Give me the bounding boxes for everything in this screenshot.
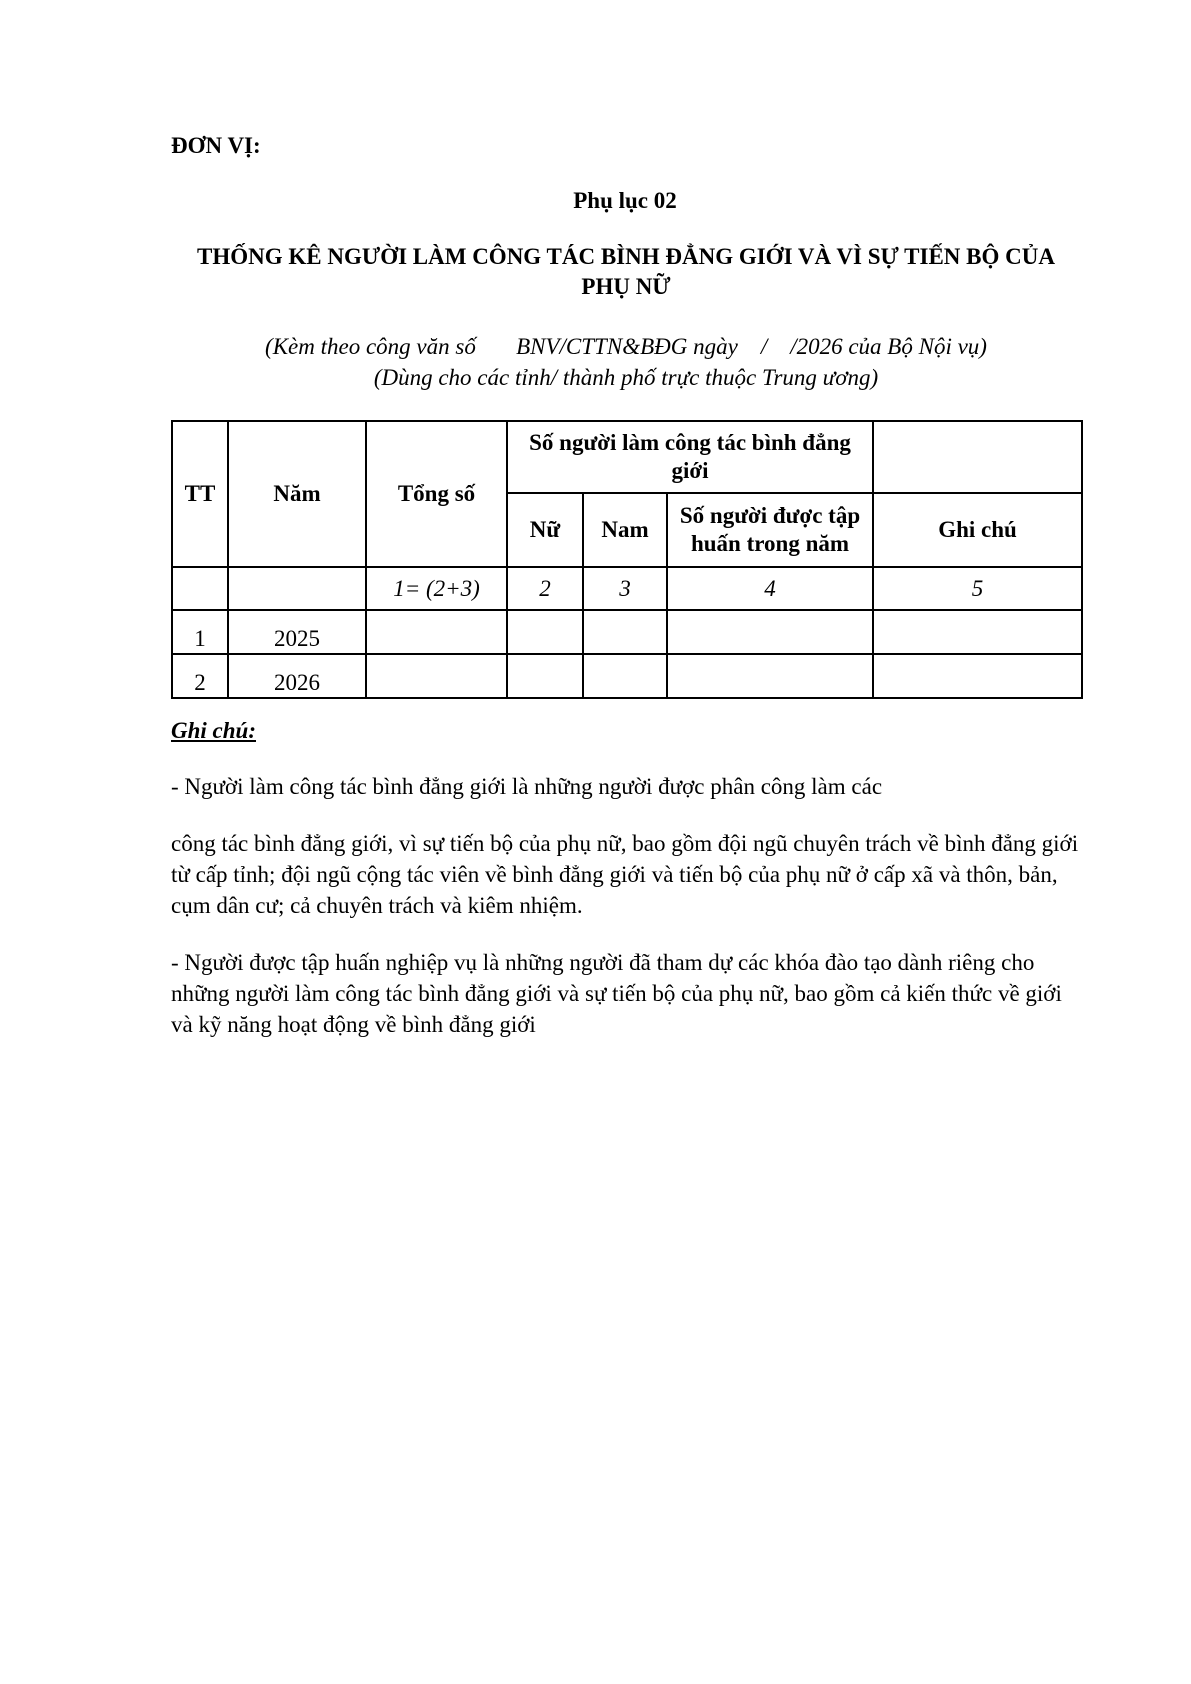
notes-section	[171, 715, 1081, 1066]
subtitle-part-2: BNV/CTTN&BĐG ngày	[516, 334, 738, 359]
row-trained-cell	[667, 654, 873, 698]
row-note-cell	[873, 610, 1082, 654]
row-tt: 1	[172, 610, 228, 654]
document-title: THỐNG KÊ NGƯỜI LÀM CÔNG TÁC BÌNH ĐẲNG GIỚI VÀ VÌ SỰ TIẾN BỘ CỦA PHỤ NỮ	[197, 244, 1055, 299]
index-cell: 2	[507, 567, 583, 610]
header-male: Nam	[583, 493, 667, 567]
note-paragraph-3: - Người được tập huấn nghiệp vụ là những người đã tham dự các khóa đào tạo dành riêng cho những người làm công tác bình đẳng giới và sự tiến bộ của phụ nữ, bao gồm cả kiến thức về giới và kỹ năng hoạt động về bình đẳng giới	[171, 950, 1062, 1037]
index-cell	[172, 567, 228, 610]
subtitle-part-3: /	[760, 334, 768, 359]
header-total: Tổng số	[366, 421, 507, 567]
header-year: Năm	[228, 421, 366, 567]
document-subtitle	[171, 331, 1081, 393]
table-row	[172, 610, 1082, 654]
notes-heading: Ghi chú:	[171, 718, 256, 743]
row-male-cell	[583, 654, 667, 698]
subtitle-part-4: /2026 của Bộ Nội vụ)	[790, 334, 987, 359]
row-tt: 2	[172, 654, 228, 698]
index-cell: 5	[873, 567, 1082, 610]
row-total-cell	[366, 654, 507, 698]
index-cell: 1= (2+3)	[366, 567, 507, 610]
header-group: Số người làm công tác bình đẳng giới	[507, 421, 873, 493]
subtitle-line-2: (Dùng cho các tỉnh/ thành phố trực thuộc Trung ương)	[373, 365, 879, 390]
table-index-row	[172, 567, 1082, 610]
row-total-cell	[366, 610, 507, 654]
row-year: 2025	[228, 610, 366, 654]
subtitle-part-1: (Kèm theo công văn số	[265, 334, 476, 359]
note-paragraph-1: - Người làm công tác bình đẳng giới là những người được phân công làm các	[171, 774, 883, 799]
note-paragraph-2: công tác bình đẳng giới, vì sự tiến bộ của phụ nữ, bao gồm đội ngũ chuyên trách về bình đẳng giới từ cấp tỉnh; đội ngũ cộng tác viên về bình đẳng giới và tiến bộ của phụ nữ ở cấp xã và thôn, bản, cụm dân cư; cả chuyên trách và kiêm nhiệm.	[171, 831, 1079, 918]
subtitle-line-1	[171, 331, 1081, 362]
header-tt: TT	[172, 421, 228, 567]
index-cell	[228, 567, 366, 610]
row-trained-cell	[667, 610, 873, 654]
unit-label: ĐƠN VỊ:	[171, 133, 261, 158]
index-cell: 4	[667, 567, 873, 610]
row-female-cell	[507, 610, 583, 654]
row-male-cell	[583, 610, 667, 654]
header-empty-cell	[873, 421, 1082, 493]
index-cell: 3	[583, 567, 667, 610]
header-note: Ghi chú	[873, 493, 1082, 567]
header-trained: Số người được tập huấn trong năm	[667, 493, 873, 567]
row-year: 2026	[228, 654, 366, 698]
table-header-row-1	[172, 421, 1082, 493]
row-note-cell	[873, 654, 1082, 698]
table-row	[172, 654, 1082, 698]
statistics-table	[171, 420, 1083, 699]
header-female: Nữ	[507, 493, 583, 567]
row-female-cell	[507, 654, 583, 698]
appendix-label: Phụ lục 02	[573, 188, 677, 213]
